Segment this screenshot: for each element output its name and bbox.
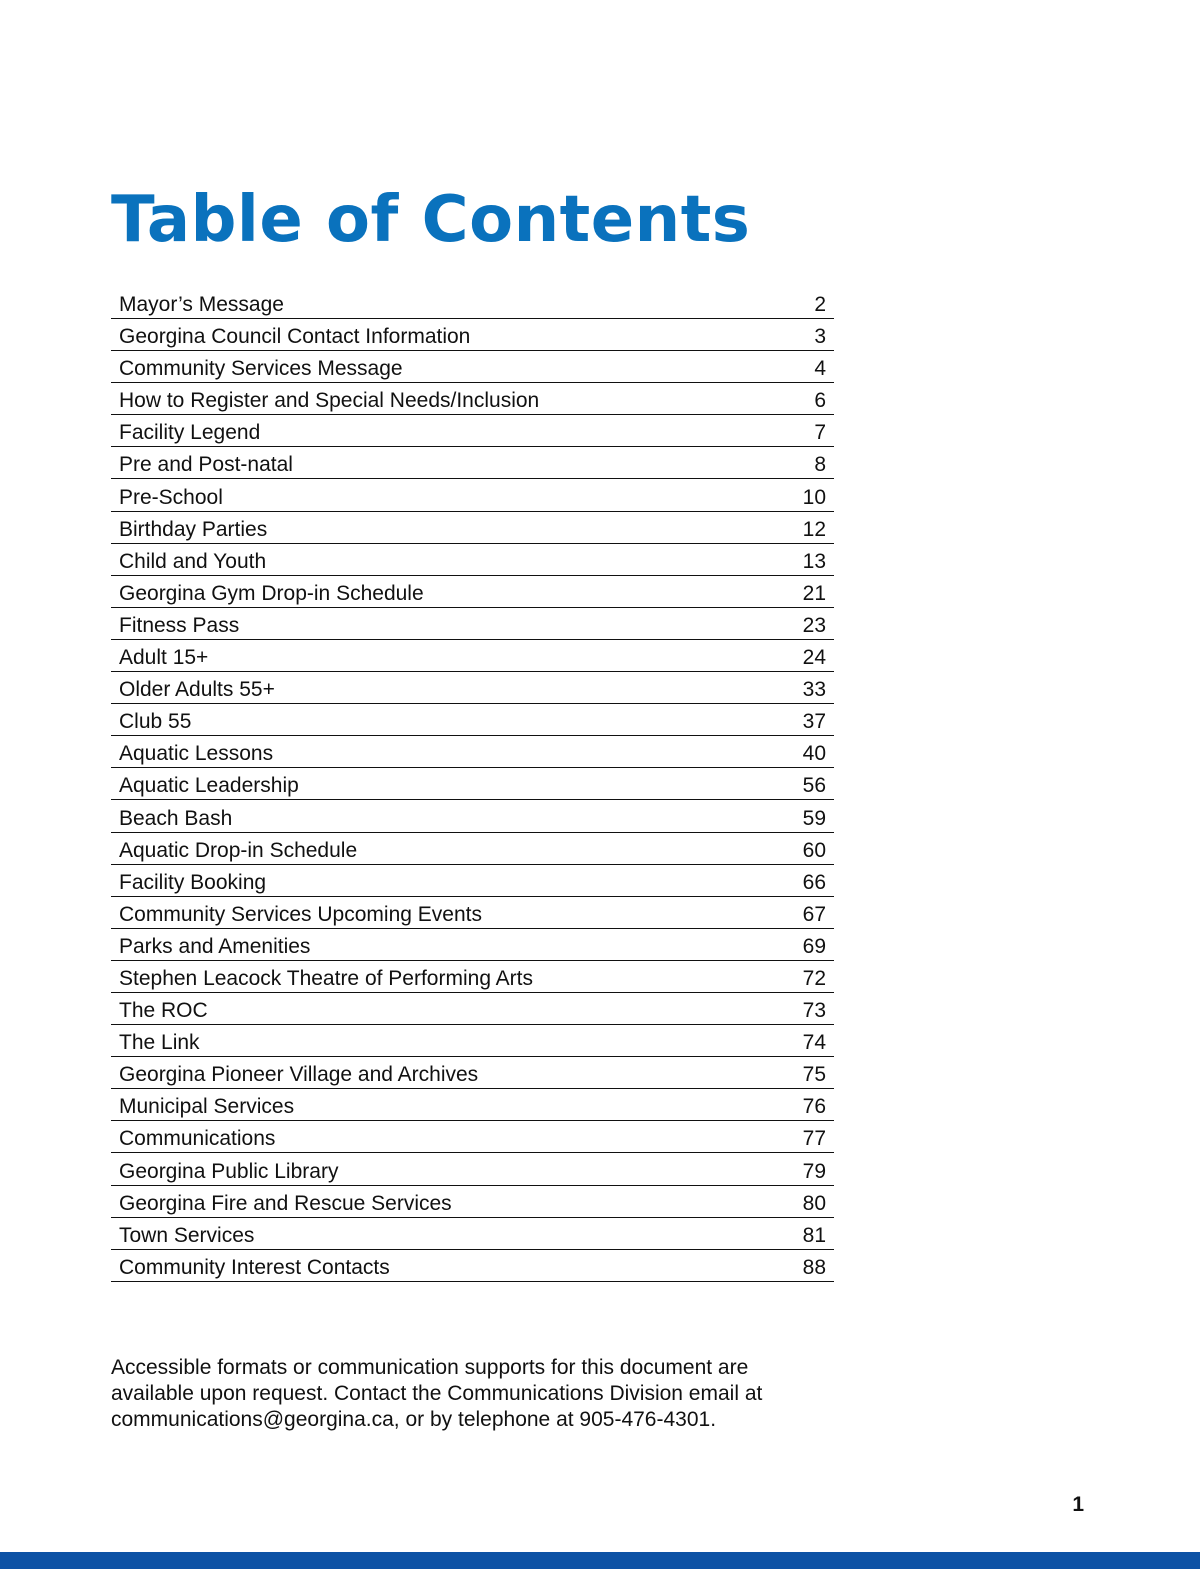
toc-entry-label: Community Interest Contacts	[119, 1255, 390, 1279]
toc-entry[interactable]	[111, 1155, 834, 1186]
toc-entry-label: Georgina Pioneer Village and Archives	[119, 1063, 479, 1087]
toc-entry[interactable]	[111, 834, 834, 865]
toc-entry-page: 74	[802, 1031, 826, 1055]
toc-entry-page: 2	[814, 293, 826, 316]
toc-entry-page: 79	[802, 1159, 826, 1183]
toc-entry-page: 8	[814, 453, 826, 477]
toc-entry-label: Fitness Pass	[119, 613, 240, 637]
toc-entry-page: 59	[802, 806, 826, 830]
toc-entry-label: Aquatic Drop-in Schedule	[119, 838, 358, 862]
toc-entry-page: 6	[814, 389, 826, 413]
toc-entry[interactable]	[111, 577, 834, 608]
toc-entry[interactable]	[111, 705, 834, 736]
toc-entry[interactable]	[111, 737, 834, 768]
toc-entry-label: Parks and Amenities	[119, 934, 311, 958]
toc-entry[interactable]	[111, 513, 834, 544]
toc-entry-label: Aquatic Leadership	[119, 774, 299, 798]
toc-entry[interactable]	[111, 930, 834, 961]
toc-entry-page: 21	[802, 581, 826, 605]
toc-entry-label: Town Services	[119, 1223, 255, 1247]
toc-entry-label: Mayor’s Message	[119, 293, 284, 316]
toc-entry-label: The ROC	[119, 999, 208, 1023]
toc-entry-page: 75	[802, 1063, 826, 1087]
toc-entry[interactable]	[111, 545, 834, 576]
toc-entry-label: Stephen Leacock Theatre of Performing Arts	[119, 966, 534, 990]
toc-entry-label: Birthday Parties	[119, 517, 268, 541]
page-number: 1	[1072, 1493, 1084, 1516]
toc-entry[interactable]	[111, 481, 834, 512]
toc-entry-page: 72	[802, 966, 826, 990]
toc-entry[interactable]	[111, 641, 834, 672]
toc-entry[interactable]	[111, 1219, 834, 1250]
toc-entry[interactable]	[111, 1058, 834, 1089]
toc-entry-page: 10	[802, 485, 826, 509]
toc-entry-page: 56	[802, 774, 826, 798]
toc-entry-page: 23	[802, 613, 826, 637]
toc-entry[interactable]	[111, 994, 834, 1025]
toc-entry-label: Beach Bash	[119, 806, 233, 830]
toc-entry-label: Pre-School	[119, 485, 223, 509]
toc-entry-page: 88	[802, 1255, 826, 1279]
table-of-contents	[111, 288, 834, 1282]
toc-entry-label: Facility Legend	[119, 421, 261, 445]
toc-entry-page: 37	[802, 710, 826, 734]
toc-entry-page: 40	[802, 742, 826, 766]
toc-entry[interactable]	[111, 769, 834, 800]
toc-entry-page: 66	[802, 870, 826, 894]
toc-entry[interactable]	[111, 866, 834, 897]
toc-entry-label: Older Adults 55+	[119, 678, 275, 702]
toc-entry-label: Child and Youth	[119, 549, 267, 573]
toc-entry-label: How to Register and Special Needs/Inclusion	[119, 389, 540, 413]
toc-entry-page: 81	[802, 1223, 826, 1247]
toc-entry[interactable]	[111, 673, 834, 704]
toc-entry-label: Club 55	[119, 710, 192, 734]
toc-entry-label: Community Services Upcoming Events	[119, 902, 482, 926]
toc-entry-page: 7	[814, 421, 826, 445]
toc-entry[interactable]	[111, 352, 834, 383]
toc-entry-label: Pre and Post-natal	[119, 453, 293, 477]
toc-entry-label: Community Services Message	[119, 357, 403, 381]
toc-entry[interactable]	[111, 1026, 834, 1057]
toc-entry-page: 24	[802, 646, 826, 670]
toc-entry-label: The Link	[119, 1031, 200, 1055]
toc-entry[interactable]	[111, 802, 834, 833]
toc-entry-page: 3	[814, 325, 826, 349]
toc-entry-page: 77	[802, 1127, 826, 1151]
toc-entry-page: 33	[802, 678, 826, 702]
toc-entry-page: 69	[802, 934, 826, 958]
toc-entry-label: Georgina Council Contact Information	[119, 325, 471, 349]
toc-entry[interactable]	[111, 609, 834, 640]
toc-entry-label: Adult 15+	[119, 646, 209, 670]
toc-entry-page: 60	[802, 838, 826, 862]
toc-entry[interactable]	[111, 962, 834, 993]
toc-entry-page: 67	[802, 902, 826, 926]
toc-entry-page: 12	[802, 517, 826, 541]
toc-entry-label: Municipal Services	[119, 1095, 295, 1119]
toc-entry-label: Facility Booking	[119, 870, 267, 894]
toc-entry[interactable]	[111, 1251, 834, 1282]
toc-entry-label: Georgina Gym Drop-in Schedule	[119, 581, 424, 605]
page-title: Table of Contents	[111, 183, 751, 257]
toc-entry-page: 13	[802, 549, 826, 573]
toc-entry-label: Georgina Fire and Rescue Services	[119, 1191, 452, 1215]
toc-entry-label: Georgina Public Library	[119, 1159, 339, 1183]
toc-entry[interactable]	[111, 1090, 834, 1121]
toc-entry[interactable]	[111, 320, 834, 351]
toc-entry-label: Communications	[119, 1127, 276, 1151]
accessibility-note: Accessible formats or communication supports for this document are available upon request. Contact the Communications Division email at communications@georgina.ca, or by telephone at 905-476-4301.	[111, 1356, 763, 1431]
toc-entry-page: 4	[814, 357, 826, 381]
toc-entry[interactable]	[111, 384, 834, 415]
toc-entry[interactable]	[111, 898, 834, 929]
toc-entry[interactable]	[111, 1122, 834, 1153]
toc-entry[interactable]	[111, 288, 834, 319]
footer-bar	[0, 1552, 1200, 1569]
toc-entry[interactable]	[111, 448, 834, 479]
toc-entry-page: 80	[802, 1191, 826, 1215]
toc-entry[interactable]	[111, 416, 834, 447]
toc-entry-label: Aquatic Lessons	[119, 742, 274, 766]
toc-entry[interactable]	[111, 1187, 834, 1218]
toc-entry-page: 76	[802, 1095, 826, 1119]
toc-entry-page: 73	[802, 999, 826, 1023]
